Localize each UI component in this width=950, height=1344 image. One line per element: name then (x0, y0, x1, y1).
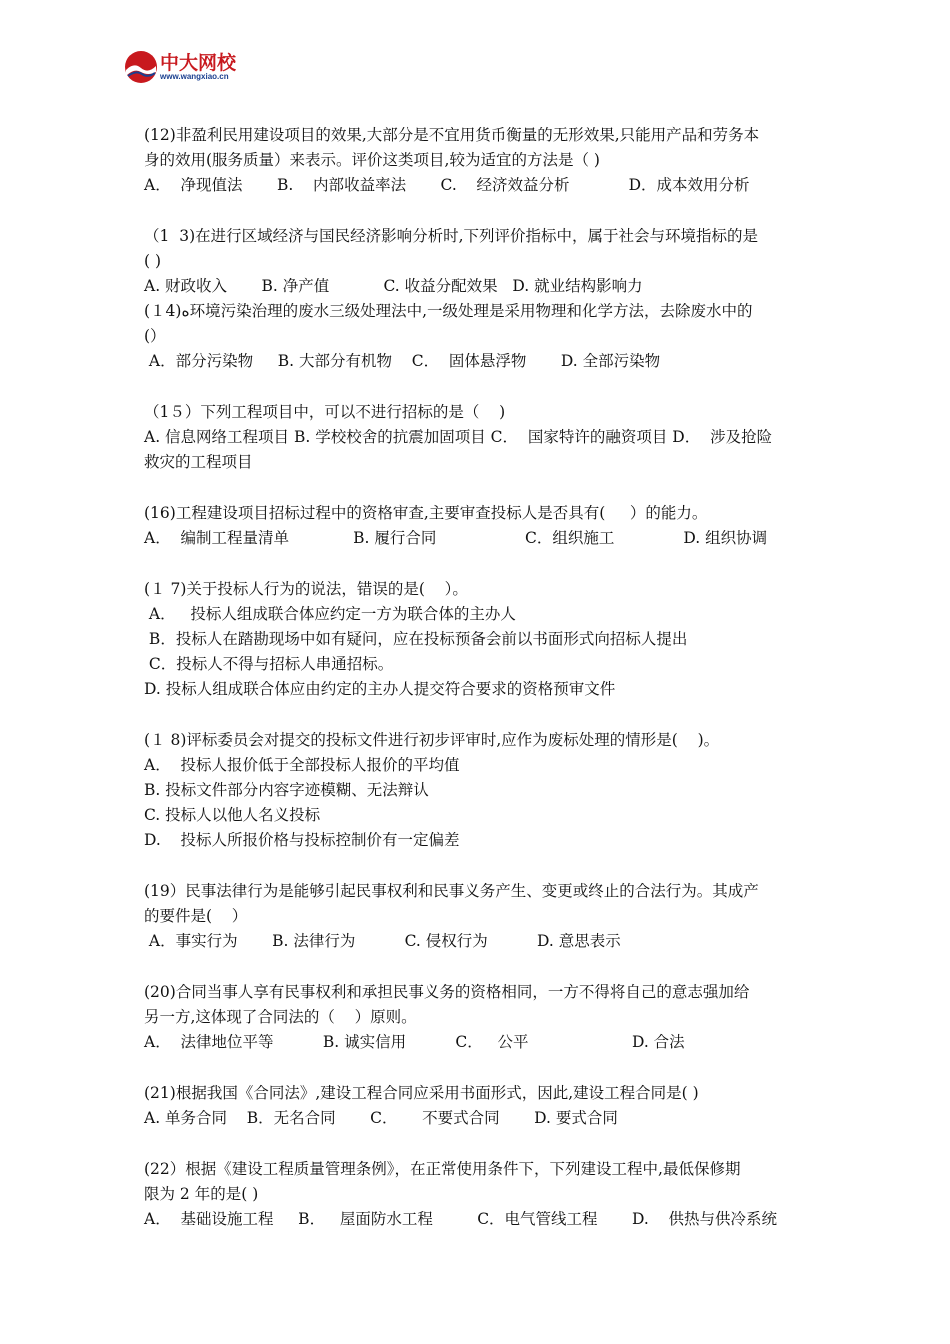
answer-options: A． 编制工程量清单 B. 履行合同 C．组织施工 D. 组织协调 (144, 529, 768, 547)
question-16 (144, 501, 812, 551)
question-line: (１ 7)关于投标人行为的说法，错误的是( ）。 (144, 580, 468, 598)
answer-option: C. 投标人以他人名义投标 (144, 806, 321, 824)
question-line: 另一方,这体现了合同法的（ ）原则。 (144, 1008, 417, 1026)
answer-options: A. 财政收入 B. 净产值 C. 收益分配效果 D. 就业结构影响力 (144, 277, 643, 295)
site-logo (124, 46, 254, 90)
question-17 (144, 577, 812, 702)
answer-option: B．投标人在踏勘现场中如有疑问，应在投标预备会前以书面形式向招标人提出 (144, 630, 688, 648)
logo-name: 中大网校 (160, 52, 237, 74)
logo-url: www.wangxiao.cn (160, 72, 229, 81)
question-14 (144, 299, 812, 374)
question-list (144, 123, 812, 1258)
answer-options: A．事实行为 B. 法律行为 C. 侵权行为 D. 意思表示 (144, 932, 621, 950)
answer-options: A．部分污染物 B. 大部分有机物 C． 固体悬浮物 D. 全部污染物 (144, 352, 661, 370)
wave-globe-icon (124, 50, 158, 84)
answer-option: B. 投标文件部分内容字迹模糊、无法辩认 (144, 781, 429, 799)
question-line: (19）民事法律行为是能够引起民事权利和民事义务产生、变更或终止的合法行为。其成产 (144, 882, 759, 900)
question-line: （1５）下列工程项目中，可以不进行招标的是（ ) (144, 403, 506, 421)
question-line: (20)合同当事人享有民事权利和承担民事义务的资格相同，一方不得将自己的意志强加给 (144, 983, 750, 1001)
question-line: (１ 8)评标委员会对提交的投标文件进行初步评审时,应作为废标处理的情形是( )。 (144, 731, 720, 749)
question-line: (12)非盈利民用建设项目的效果,大部分是不宜用货币衡量的无形效果,只能用产品和劳务本 (144, 126, 760, 144)
question-22 (144, 1157, 812, 1232)
question-line: (22）根据《建设工程质量管理条例》，在正常使用条件下，下列建设工程中,最低保修期 (144, 1160, 741, 1178)
answer-options: A． 法律地位平等 B. 诚实信用 C． 公平 D. 合法 (144, 1033, 685, 1051)
question-12 (144, 123, 812, 198)
question-20 (144, 980, 812, 1055)
question-18 (144, 728, 812, 853)
question-13 (144, 224, 812, 299)
question-line: (１4)ﻩ环境污染治理的废水三级处理法中,一级处理是采用物理和化学方法，去除废水中的 (144, 302, 753, 320)
answer-option: A． 投标人报价低于全部投标人报价的平均值 (144, 756, 460, 774)
question-15 (144, 400, 812, 475)
answer-option: D. 投标人组成联合体应由约定的主办人提交符合要求的资格预审文件 (144, 680, 616, 698)
question-line: (） (144, 327, 166, 345)
question-line: (16)工程建设项目招标过程中的资格审查,主要审查投标人是否具有( ）的能力。 (144, 504, 708, 522)
answer-options: A． 净现值法 B. 内部收益率法 C. 经济效益分析 D．成本效用分析 (144, 176, 750, 194)
question-line: 限为 2 年的是( ) (144, 1185, 259, 1203)
answer-option: D. 投标人所报价格与投标控制价有一定偏差 (144, 831, 460, 849)
answer-options: A. 单务合同 B．无名合同 C． 不要式合同 D. 要式合同 (144, 1109, 618, 1127)
question-line: 的要件是( ） (144, 907, 248, 925)
question-line: (21)根据我国《合同法》,建设工程合同应采用书面形式，因此,建设工程合同是( ) (144, 1084, 699, 1102)
answer-options: A． 基础设施工程 B． 屋面防水工程 C．电气管线工程 D. 供热与供冷系统 (144, 1210, 778, 1228)
answer-option: C．投标人不得与招标人串通招标。 (144, 655, 394, 673)
answer-options: 救灾的工程项目 (144, 453, 253, 471)
question-line: （1 3)在进行区域经济与国民经济影响分析时,下列评价指标中，属于社会与环境指标的是 (144, 227, 759, 245)
answer-option: A． 投标人组成联合体应约定一方为联合体的主办人 (144, 605, 516, 623)
question-line: 身的效用(服务质量）来表示。评价这类项目,较为适宜的方法是（ ) (144, 151, 600, 169)
question-21 (144, 1081, 812, 1131)
answer-options: A. 信息网络工程项目 B. 学校校舍的抗震加固项目 C． 国家特许的融资项目 D． 涉及抢险 (144, 428, 773, 446)
question-line: ( ) (144, 252, 162, 270)
question-19 (144, 879, 812, 954)
